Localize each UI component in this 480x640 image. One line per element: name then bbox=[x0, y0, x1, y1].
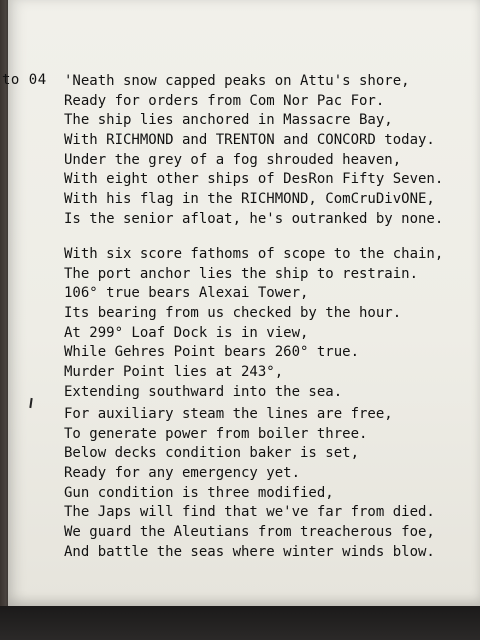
stanza-line: For auxiliary steam the lines are free, bbox=[64, 406, 393, 422]
stanza-line: To generate power from boiler three. bbox=[64, 425, 368, 442]
table-shadow bbox=[0, 606, 480, 640]
stanza-line: At 299° Loaf Dock is in view, bbox=[64, 324, 309, 341]
stanza-line: Ready for orders from Com Nor Pac For. bbox=[64, 92, 385, 109]
stanza-line: We guard the Aleutians from treacherous foe, bbox=[64, 524, 435, 541]
stanza-line: The ship lies anchored in Massacre Bay, bbox=[64, 112, 393, 129]
stanza-2 bbox=[64, 245, 443, 403]
stanza-1 bbox=[64, 72, 443, 230]
stanza-line: Murder Point lies at 243°, bbox=[64, 364, 284, 381]
stanza-line: And battle the seas where winter winds blow. bbox=[64, 543, 435, 560]
stanza-line: With RICHMOND and TRENTON and CONCORD today. bbox=[64, 132, 435, 149]
stanza-line: The Japs will find that we've far from died. bbox=[64, 504, 435, 521]
stanza-line: Is the senior afloat, he's outranked by none. bbox=[64, 210, 444, 227]
stanza-line: Extending southward into the sea. bbox=[64, 383, 343, 400]
stanza-line: 'Neath snow capped peaks on Attu's shore, bbox=[64, 73, 410, 89]
stanza-line: With eight other ships of DesRon Fifty Seven. bbox=[64, 171, 444, 188]
stanza-line: While Gehres Point bears 260° true. bbox=[64, 344, 360, 361]
stanza-line: 106° true bears Alexai Tower, bbox=[64, 285, 309, 302]
stanza-line: Gun condition is three modified, bbox=[64, 484, 334, 501]
stanza-line: Its bearing from us checked by the hour. bbox=[64, 305, 402, 322]
stanza-line: With six score fathoms of scope to the chain, bbox=[64, 246, 444, 262]
stanza-line: Under the grey of a fog shrouded heaven, bbox=[64, 151, 402, 168]
stanza-3 bbox=[64, 405, 435, 563]
stanza-line: With his flag in the RICHMOND, ComCruDivONE, bbox=[64, 191, 435, 208]
stanza-line: Below decks condition baker is set, bbox=[64, 445, 360, 462]
stanza-line: Ready for any emergency yet. bbox=[64, 465, 301, 482]
margin-tick-mark bbox=[29, 398, 32, 408]
stanza-line: The port anchor lies the ship to restrain. bbox=[64, 265, 419, 282]
watch-time-label: to 04 bbox=[2, 72, 47, 88]
